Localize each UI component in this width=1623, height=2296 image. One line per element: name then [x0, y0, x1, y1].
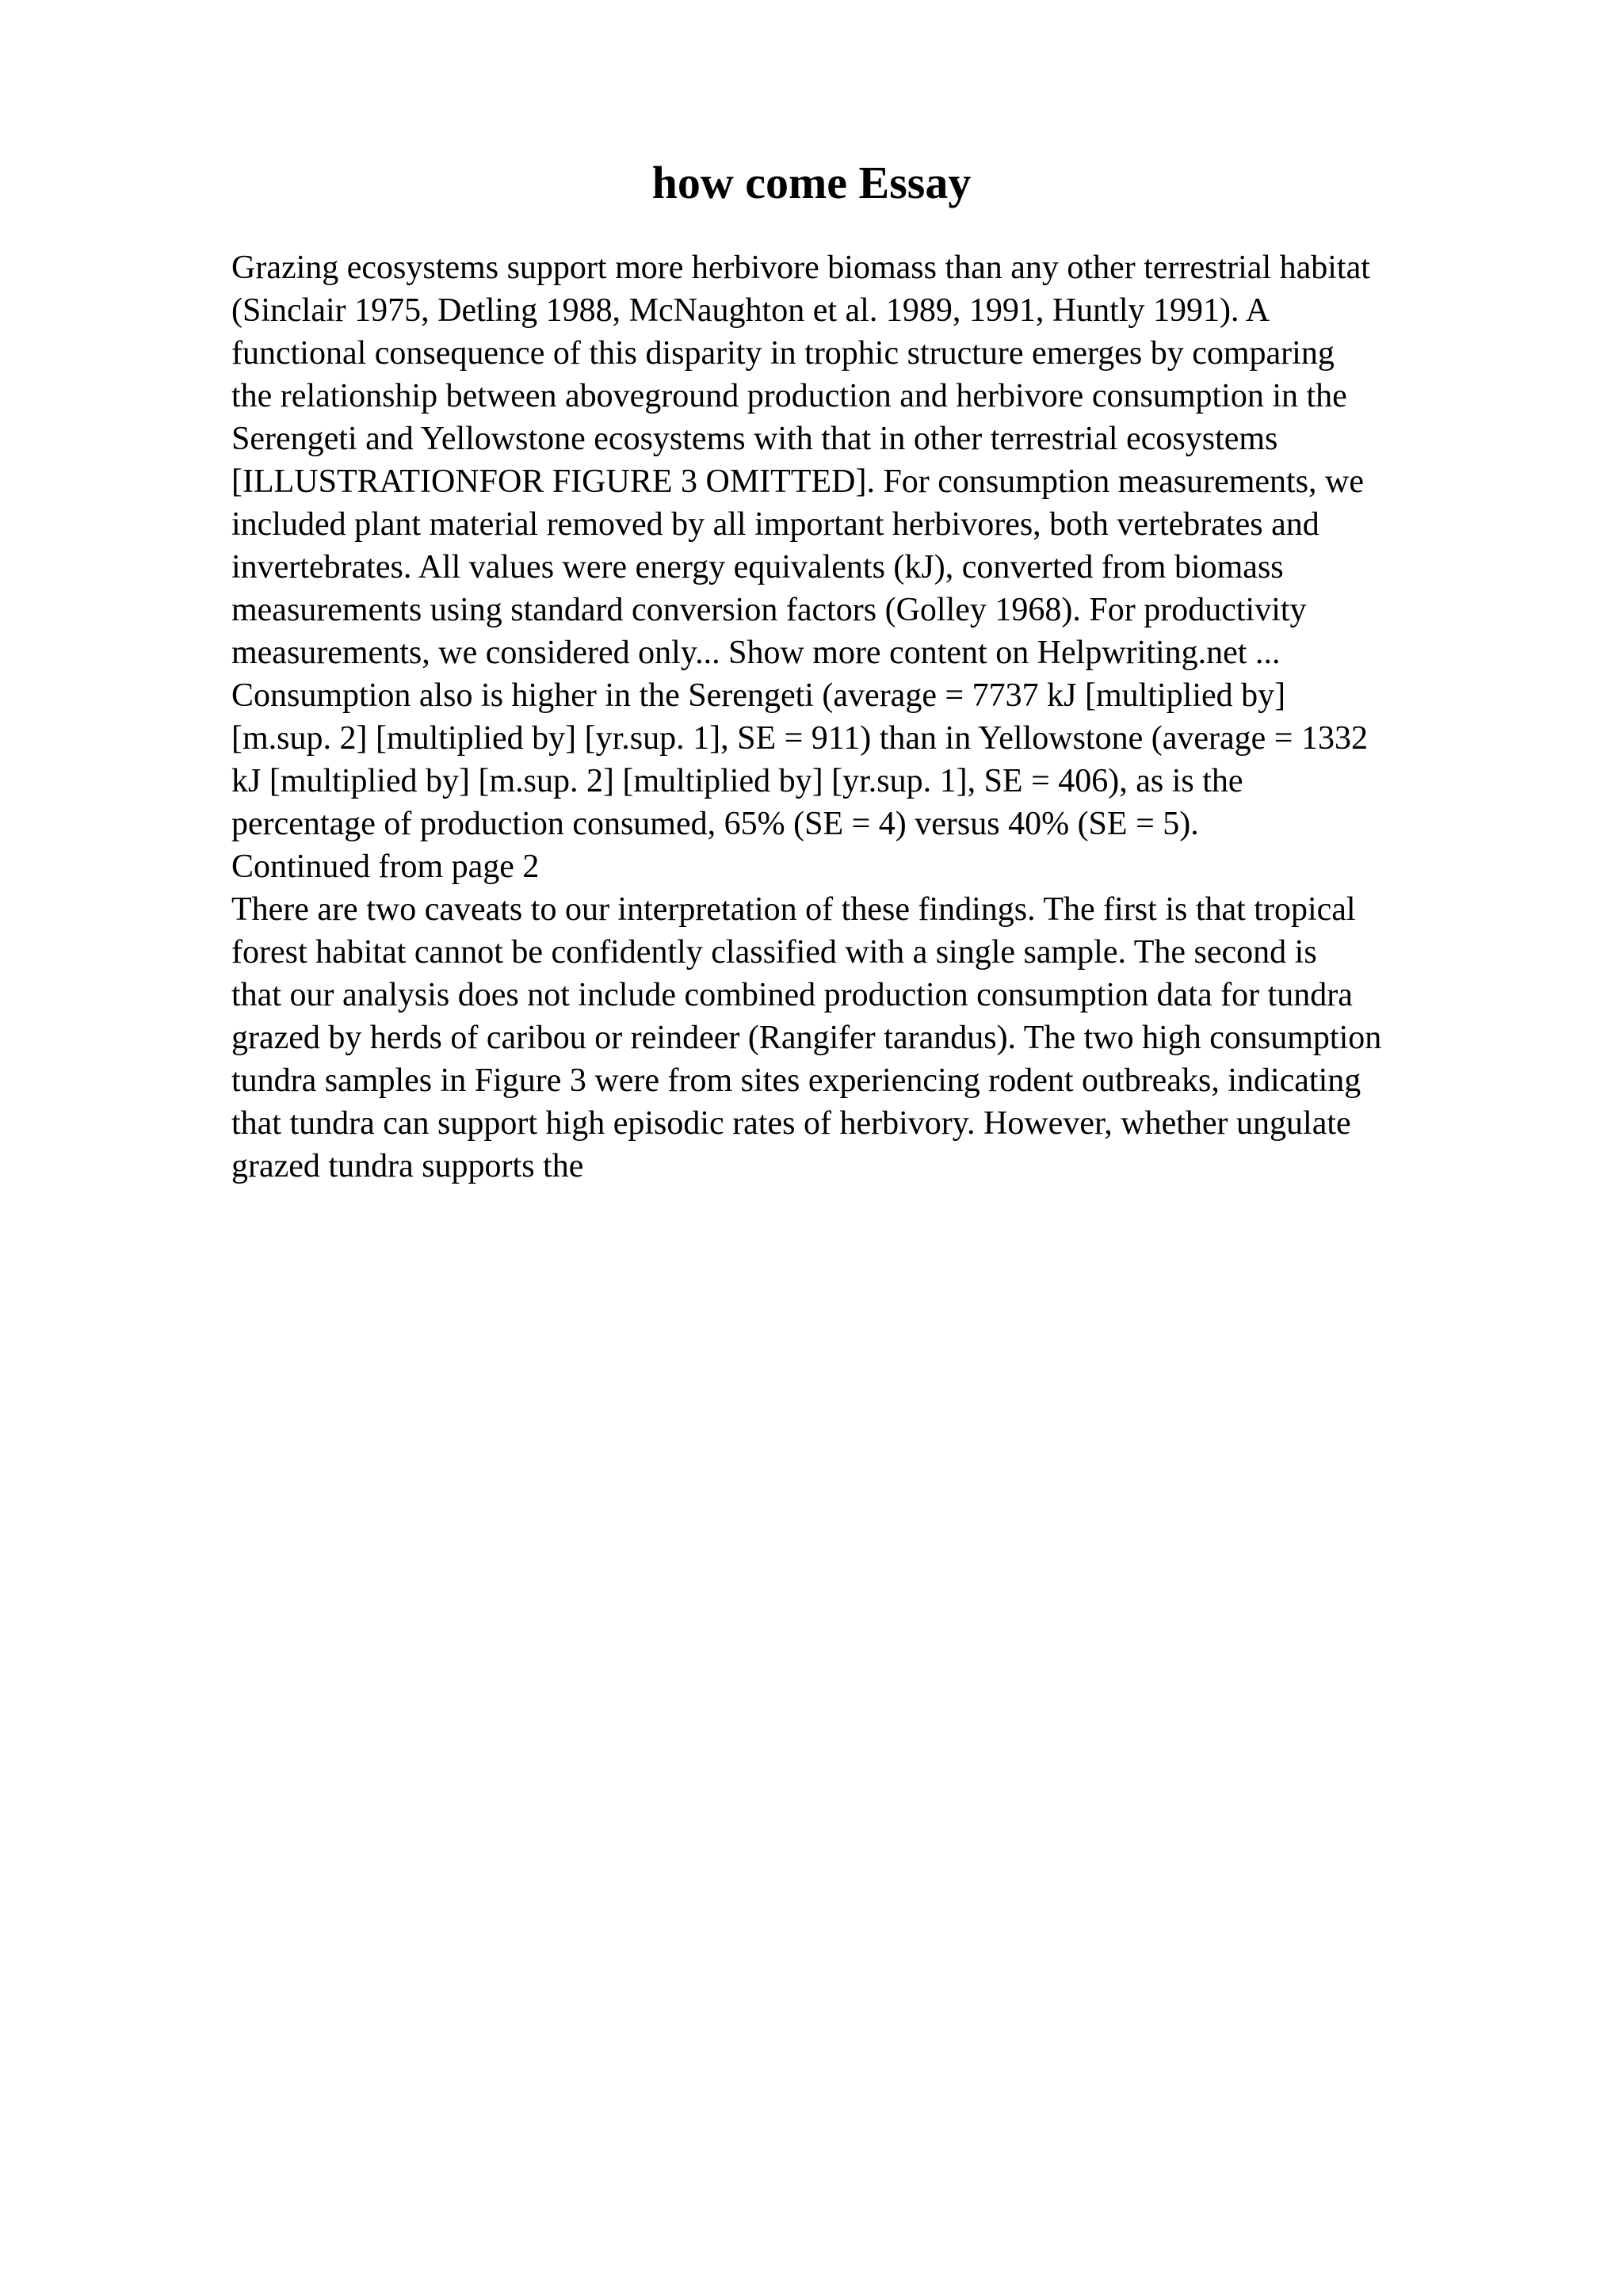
body-line: that our analysis does not include combined production consumption data for tundra	[231, 977, 1353, 1013]
document-body	[231, 246, 1515, 1188]
body-line: included plant material removed by all important herbivores, both vertebrates and	[231, 506, 1319, 543]
body-line: the relationship between aboveground production and herbivore consumption in the	[231, 378, 1347, 414]
body-line: forest habitat cannot be confidently classified with a single sample. The second is	[231, 934, 1317, 971]
body-line: Continued from page 2	[231, 849, 540, 885]
body-line: kJ [multiplied by] [m.sup. 2] [multiplied by] [yr.sup. 1], SE = 406), as is the	[231, 763, 1243, 799]
document-title: how come Essay	[651, 157, 972, 208]
body-line: [ILLUSTRATIONFOR FIGURE 3 OMITTED]. For consumption measurements, we	[231, 463, 1365, 500]
body-line: Grazing ecosystems support more herbivore biomass than any other terrestrial habitat	[231, 250, 1370, 286]
body-line: (Sinclair 1975, Detling 1988, McNaughton et al. 1989, 1991, Huntly 1991). A	[231, 292, 1270, 329]
body-line: tundra samples in Figure 3 were from sites experiencing rodent outbreaks, indicating	[231, 1062, 1361, 1099]
body-line: measurements using standard conversion factors (Golley 1968). For productivity	[231, 592, 1307, 628]
body-line: There are two caveats to our interpretation of these findings. The first is that tropical	[231, 891, 1356, 928]
body-line: invertebrates. All values were energy equivalents (kJ), converted from biomass	[231, 549, 1284, 585]
body-line: grazed tundra supports the	[231, 1148, 584, 1184]
body-line: grazed by herds of caribou or reindeer (Rangifer tarandus). The two high consumption	[231, 1020, 1382, 1056]
body-line: percentage of production consumed, 65% (SE = 4) versus 40% (SE = 5).	[231, 806, 1199, 842]
body-line: [m.sup. 2] [multiplied by] [yr.sup. 1], SE = 911) than in Yellowstone (average = 1332	[231, 720, 1368, 757]
body-line: that tundra can support high episodic rates of herbivory. However, whether ungulate	[231, 1105, 1351, 1142]
body-line: measurements, we considered only... Show more content on Helpwriting.net ...	[231, 635, 1281, 671]
body-line: Serengeti and Yellowstone ecosystems with that in other terrestrial ecosystems	[231, 421, 1278, 457]
body-line: functional consequence of this disparity in trophic structure emerges by comparing	[231, 335, 1335, 372]
body-line: Consumption also is higher in the Serengeti (average = 7737 kJ [multiplied by]	[231, 677, 1286, 714]
